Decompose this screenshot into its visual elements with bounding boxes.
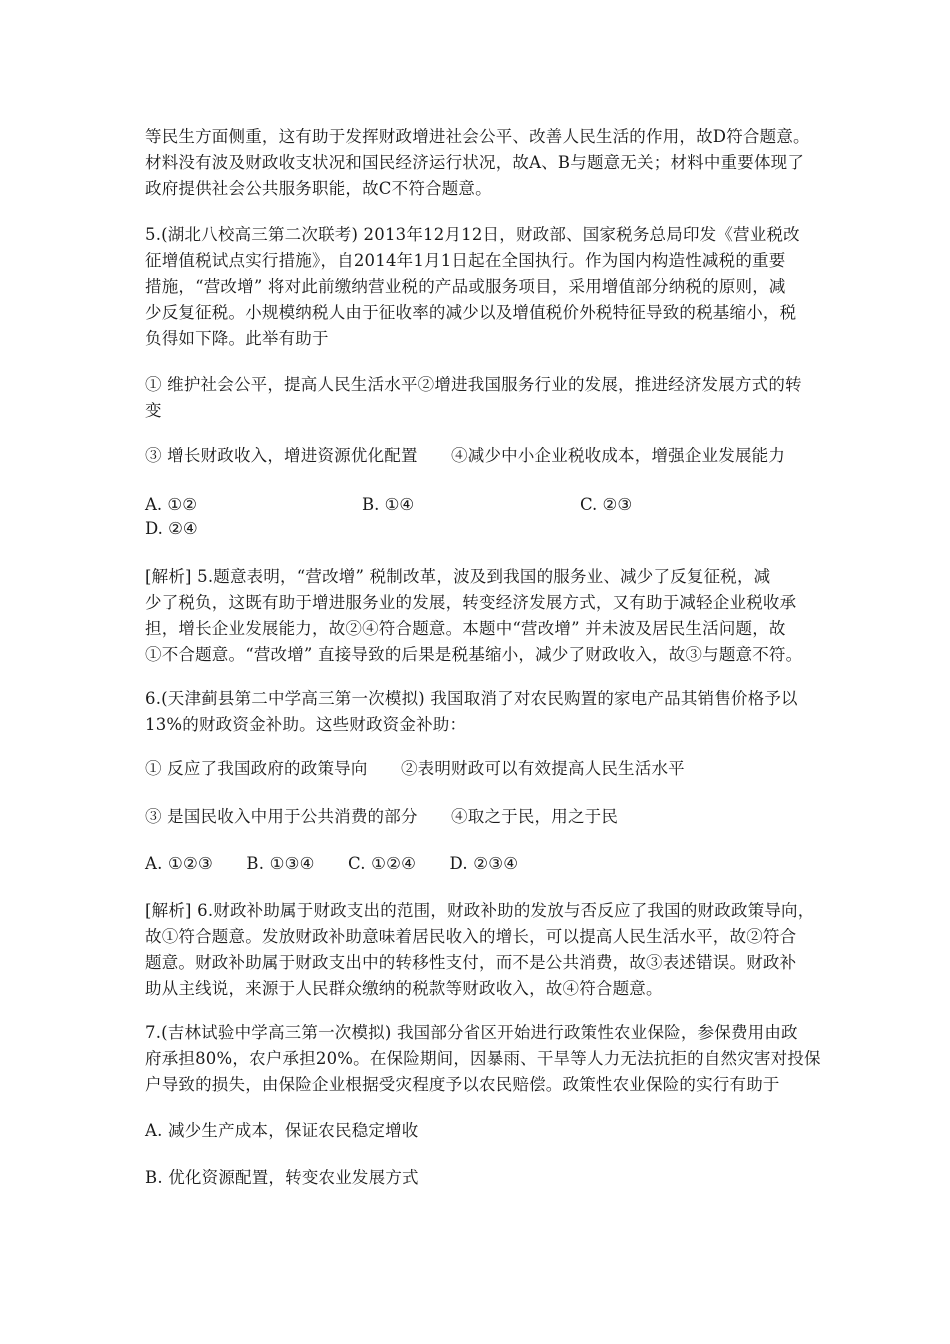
question-6-stem: 6.(天津蓟县第二中学高三第一次模拟) 我国取消了对农民购置的家电产品其销售价格予以 13%的财政资金补助。这些财政资金补助： bbox=[145, 689, 798, 734]
question-6-items-3-4: ③ 是国民收入中用于公共消费的部分 ④取之于民，用之于民 bbox=[145, 807, 619, 826]
intro-paragraph: 等民生方面侧重，这有助于发挥财政增进社会公平、改善人民生活的作用，故D符合题意。 材料没有波及财政收支状况和国民经济运行状况，故A、B与题意无关；材料中重要体现了 政府提供社会公共服务职能，故C不符合题意。 bbox=[145, 127, 810, 198]
question-6-options: A. ①②③ B. ①③④ C. ①②④ D. ②③④ bbox=[145, 854, 519, 873]
question-7-option-b: B. 优化资源配置，转变农业发展方式 bbox=[145, 1168, 419, 1187]
question-5-option-b: B. ①④ bbox=[362, 495, 415, 514]
question-6-items-1-2: ① 反应了我国政府的政策导向 ②表明财政可以有效提高人民生活水平 bbox=[145, 759, 685, 778]
question-5-option-c: C. ②③ bbox=[580, 495, 633, 514]
question-7-stem: 7.(吉林试验中学高三第一次模拟) 我国部分省区开始进行政策性农业保险，参保费用由政 府承担80%，农户承担20%。在保险期间，因暴雨、干旱等人力无法抗拒的自然灾害对投保 户导致的损失，由保险企业根据受灾程度予以农民赔偿。政策性农业保险的实行有助于 bbox=[145, 1023, 821, 1094]
question-5-items-3-4: ③ 增长财政收入，增进资源优化配置 ④减少中小企业税收成本，增强企业发展能力 bbox=[145, 446, 786, 465]
question-7-option-a: A. 减少生产成本，保证农民稳定增收 bbox=[145, 1121, 419, 1140]
question-5-option-a: A. ①② bbox=[145, 495, 197, 514]
question-5-items-1-2: ① 维护社会公平，提高人民生活水平②增进我国服务行业的发展，推进经济发展方式的转 变 bbox=[145, 375, 802, 420]
question-5-option-d: D. ②④ bbox=[145, 519, 198, 538]
question-5-analysis: [解析] 5.题意表明，“营改增” 税制改革，波及到我国的服务业、减少了反复征税，减 少了税负，这既有助于增进服务业的发展，转变经济发展方式，又有助于减轻企业税收承 担，增长企业发展能力，故②④符合题意。本题中“营改增” 并未波及居民生活问题，故 ①不合题意。“营改增” 直接导致的后果是税基缩小，减少了财政收入，故③与题意不符。 bbox=[145, 567, 803, 664]
question-5-stem: 5.(湖北八校高三第二次联考) 2013年12月12日，财政部、国家税务总局印发《营业税改 征增值税试点实行措施》，自2014年1月1日起在全国执行。作为国内构造性减税的重要 措施，“营改增” 将对此前缴纳营业税的产品或服务项目，采用增值部分纳税的原则，减 少反复征税。小规模纳税人由于征收率的减少以及增值税价外税特征导致的税基缩小，税 负得如下降。此举有助于 bbox=[145, 225, 800, 348]
question-6-analysis: [解析] 6.财政补助属于财政支出的范围，财政补助的发放与否反应了我国的财政政策导向， 故①符合题意。发放财政补助意味着居民收入的增长，可以提高人民生活水平，故②符合 题意。财政补助属于财政支出中的转移性支付，而不是公共消费，故③表述错误。财政补 助从主线说，来源于人民群众缴纳的税款等财政收入，故④符合题意。 bbox=[145, 901, 815, 998]
